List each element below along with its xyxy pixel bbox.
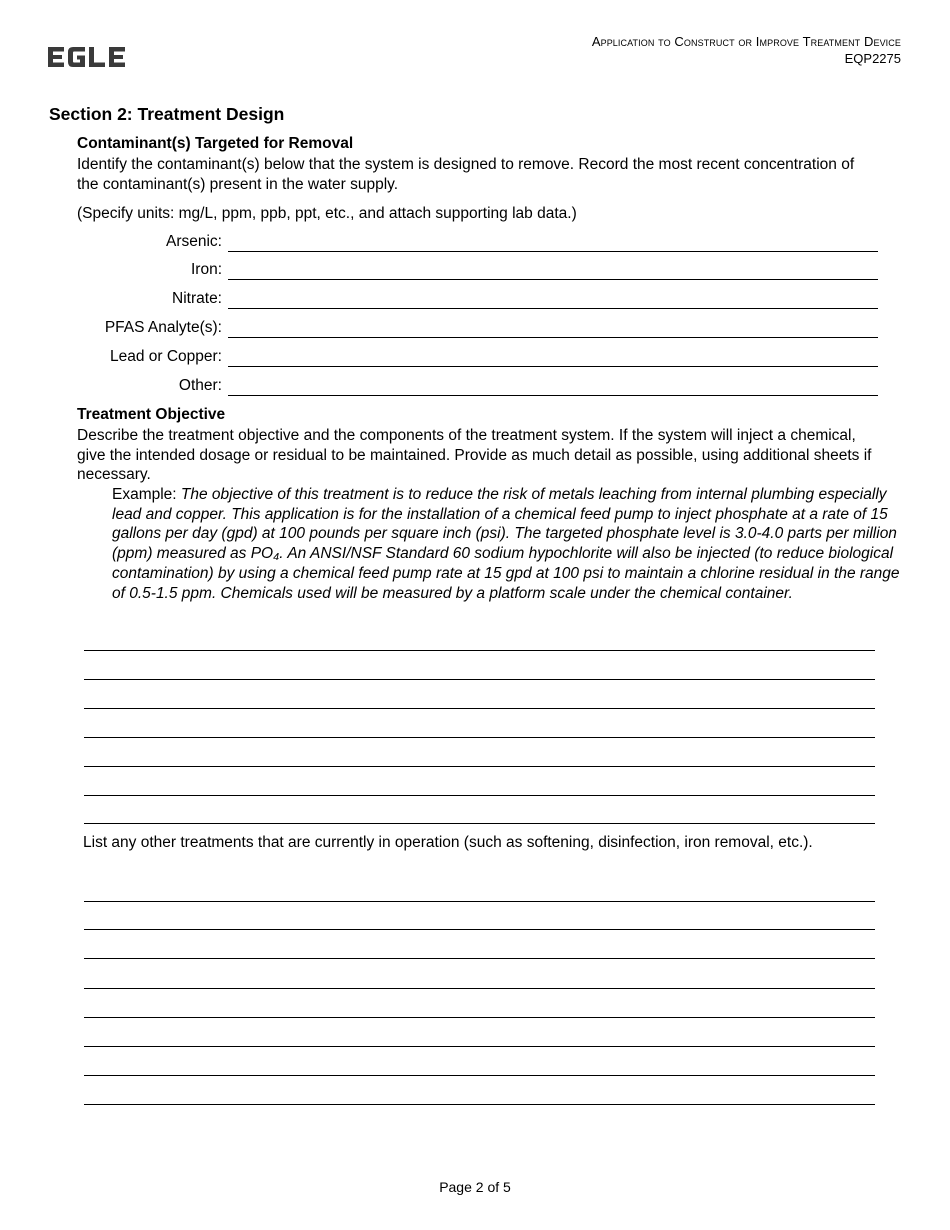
pfas-label: PFAS Analyte(s): xyxy=(104,319,222,336)
objective-line-2[interactable] xyxy=(84,679,875,680)
section-title: Section 2: Treatment Design xyxy=(49,104,285,124)
other-treatments-line-1[interactable] xyxy=(84,901,875,902)
form-header xyxy=(592,33,901,67)
lead-copper-label: Lead or Copper: xyxy=(109,348,222,365)
pfas-input[interactable] xyxy=(228,337,878,338)
field-row-nitrate xyxy=(0,288,950,312)
arsenic-label: Arsenic: xyxy=(166,233,222,250)
contaminants-instructions: Identify the contaminant(s) below that the system is designed to remove. Record the most recent concentration of the contaminant(s) present in the water supply. xyxy=(77,156,855,193)
contaminants-heading: Contaminant(s) Targeted for Removal xyxy=(77,135,354,152)
egle-logo xyxy=(48,44,128,72)
lead-copper-input[interactable] xyxy=(228,366,878,367)
form-title: Application to Construct or Improve Treatment Device xyxy=(591,34,901,49)
objective-line-5[interactable] xyxy=(84,766,875,767)
objective-heading: Treatment Objective xyxy=(77,406,226,423)
field-row-arsenic xyxy=(0,231,950,255)
example-label: Example: xyxy=(112,486,181,503)
other-treatments-line-2[interactable] xyxy=(84,929,875,930)
other-treatments-line-3[interactable] xyxy=(84,958,875,959)
nitrate-label: Nitrate: xyxy=(172,290,222,307)
iron-input[interactable] xyxy=(228,279,878,280)
example-paragraph xyxy=(112,485,902,603)
objective-instructions: Describe the treatment objective and the components of the treatment system. If the system will inject a chemical, give the intended dosage or residual to be maintained. Provide as much detail as possible, using additional sheets if necessary. xyxy=(77,427,872,483)
field-row-other xyxy=(0,375,950,399)
objective-line-3[interactable] xyxy=(84,708,875,709)
other-treatments-line-6[interactable] xyxy=(84,1046,875,1047)
other-treatments-instructions: List any other treatments that are currently in operation (such as softening, disinfection, iron removal, etc.). xyxy=(83,834,813,851)
example-text: The objective of this treatment is to reduce the risk of metals leaching from internal plumbing especially lead and copper. This application is for the installation of a chemical feed pump to inject phosphate at a rate of 15 gallons per day (gpd) at 100 pounds per square inch (psi). The targeted phosphate level is 3.0-4.0 parts per million (ppm) measured as PO₄. An ANSI/NSF Standard 60 sodium hypochlorite will also be injected (to reduce biological contamination) by using a chemical feed pump rate at 15 gpd at 100 psi to maintain a chlorine residual in the range of 0.5-1.5 ppm. Chemicals used will be measured by a platform scale under the chemical container. xyxy=(112,486,900,602)
field-row-pfas xyxy=(0,317,950,341)
objective-line-6[interactable] xyxy=(84,795,875,796)
page-number: Page 2 of 5 xyxy=(439,1179,511,1195)
other-treatments-line-7[interactable] xyxy=(84,1075,875,1076)
other-label: Other: xyxy=(178,377,222,394)
units-note: (Specify units: mg/L, ppm, ppb, ppt, etc., and attach supporting lab data.) xyxy=(77,205,577,222)
iron-label: Iron: xyxy=(190,261,222,278)
other-treatments-line-4[interactable] xyxy=(84,988,875,989)
other-input[interactable] xyxy=(228,395,878,396)
nitrate-input[interactable] xyxy=(228,308,878,309)
field-row-iron xyxy=(0,259,950,283)
egle-logo-mark xyxy=(48,44,128,72)
objective-line-7[interactable] xyxy=(84,823,875,824)
form-number: EQP2275 xyxy=(844,51,901,66)
objective-line-1[interactable] xyxy=(84,650,875,651)
objective-line-4[interactable] xyxy=(84,737,875,738)
field-row-lead-copper xyxy=(0,346,950,370)
other-treatments-line-5[interactable] xyxy=(84,1017,875,1018)
arsenic-input[interactable] xyxy=(228,251,878,252)
other-treatments-line-8[interactable] xyxy=(84,1104,875,1105)
